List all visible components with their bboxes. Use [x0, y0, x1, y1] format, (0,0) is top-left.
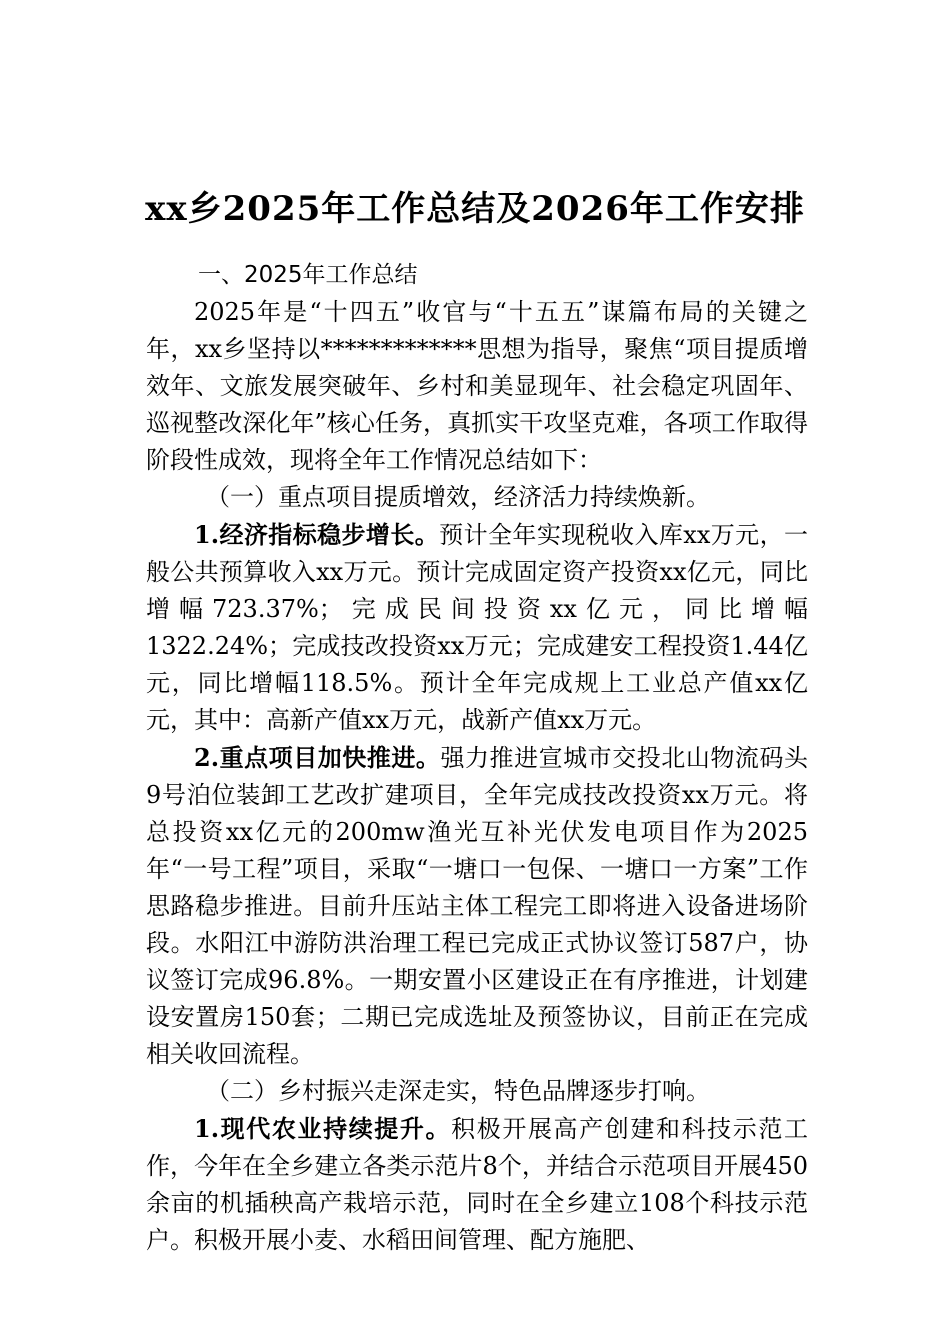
paragraph-body: 强力推进宣城市交投北山物流码头9号泊位装卸工艺改扩建项目，全年完成技改投资xx万元。将总投资xx亿元的200mw渔光互补光伏发电项目作为2025年“一号工程”项目，采取“一塘口一包保、一塘口一方案”工作思路稳步推进。目前升压站主体工程完工即将进入设备进场阶段。水阳江中游防洪治理工程已完成正式协议签订587户，协议签订完成96.8%。一期安置小区建设正在有序推进，计划建设安置房150套；二期已完成选址及预签协议，目前正在完成相关收回流程。 [146, 744, 808, 1068]
subsection-heading-projects: （一）重点项目提质增效，经济活力持续焕新。 [206, 483, 710, 511]
paragraph-body: 预计全年实现税收入库xx万元，一般公共预算收入xx万元。预计完成固定资产投资xx亿元，同比增幅723.37%；完成民间投资xx亿元，同比增幅1322.24%；完成技改投资xx万元；完成建安工程投资1.44亿元，同比增幅118.5%。预计全年完成规上工业总产值xx亿元，其中：高新产值xx万元，战新产值xx万元。 [146, 521, 808, 734]
intro-paragraph: 2025年是“十四五”收官与“十五五”谋篇布局的关键之年，xx乡坚持以*************思想为指导，聚焦“项目提质增效年、文旅发展突破年、乡村和美显现年、社会稳定巩固年、巡视整改深化年”核心任务，真抓实干攻坚克难，各项工作取得阶段性成效，现将全年工作情况总结如下： [146, 298, 808, 474]
document-body [146, 257, 808, 1259]
document-title: xx乡2025年工作总结及2026年工作安排 [145, 188, 805, 229]
paragraph-lead: 1.现代农业持续提升。 [194, 1114, 452, 1143]
paragraph-lead: 2.重点项目加快推进。 [194, 743, 441, 772]
subsection-heading-rural-revitalization: （二）乡村振兴走深走实，特色品牌逐步打响。 [206, 1077, 710, 1105]
paragraph-economic-indicators [146, 516, 808, 739]
paragraph-key-projects [146, 739, 808, 1073]
paragraph-modern-agriculture [146, 1110, 808, 1259]
paragraph-lead: 1.经济指标稳步增长。 [194, 520, 440, 549]
paragraph-body: 积极开展高产创建和科技示范工作，今年在全乡建立各类示范片8个，并结合示范项目开展450余亩的机插秧高产栽培示范，同时在全乡建立108个科技示范户。积极开展小麦、水稻田间管理、配方施肥、 [146, 1115, 809, 1254]
section-heading-summary: 一、2025年工作总结 [198, 262, 418, 288]
